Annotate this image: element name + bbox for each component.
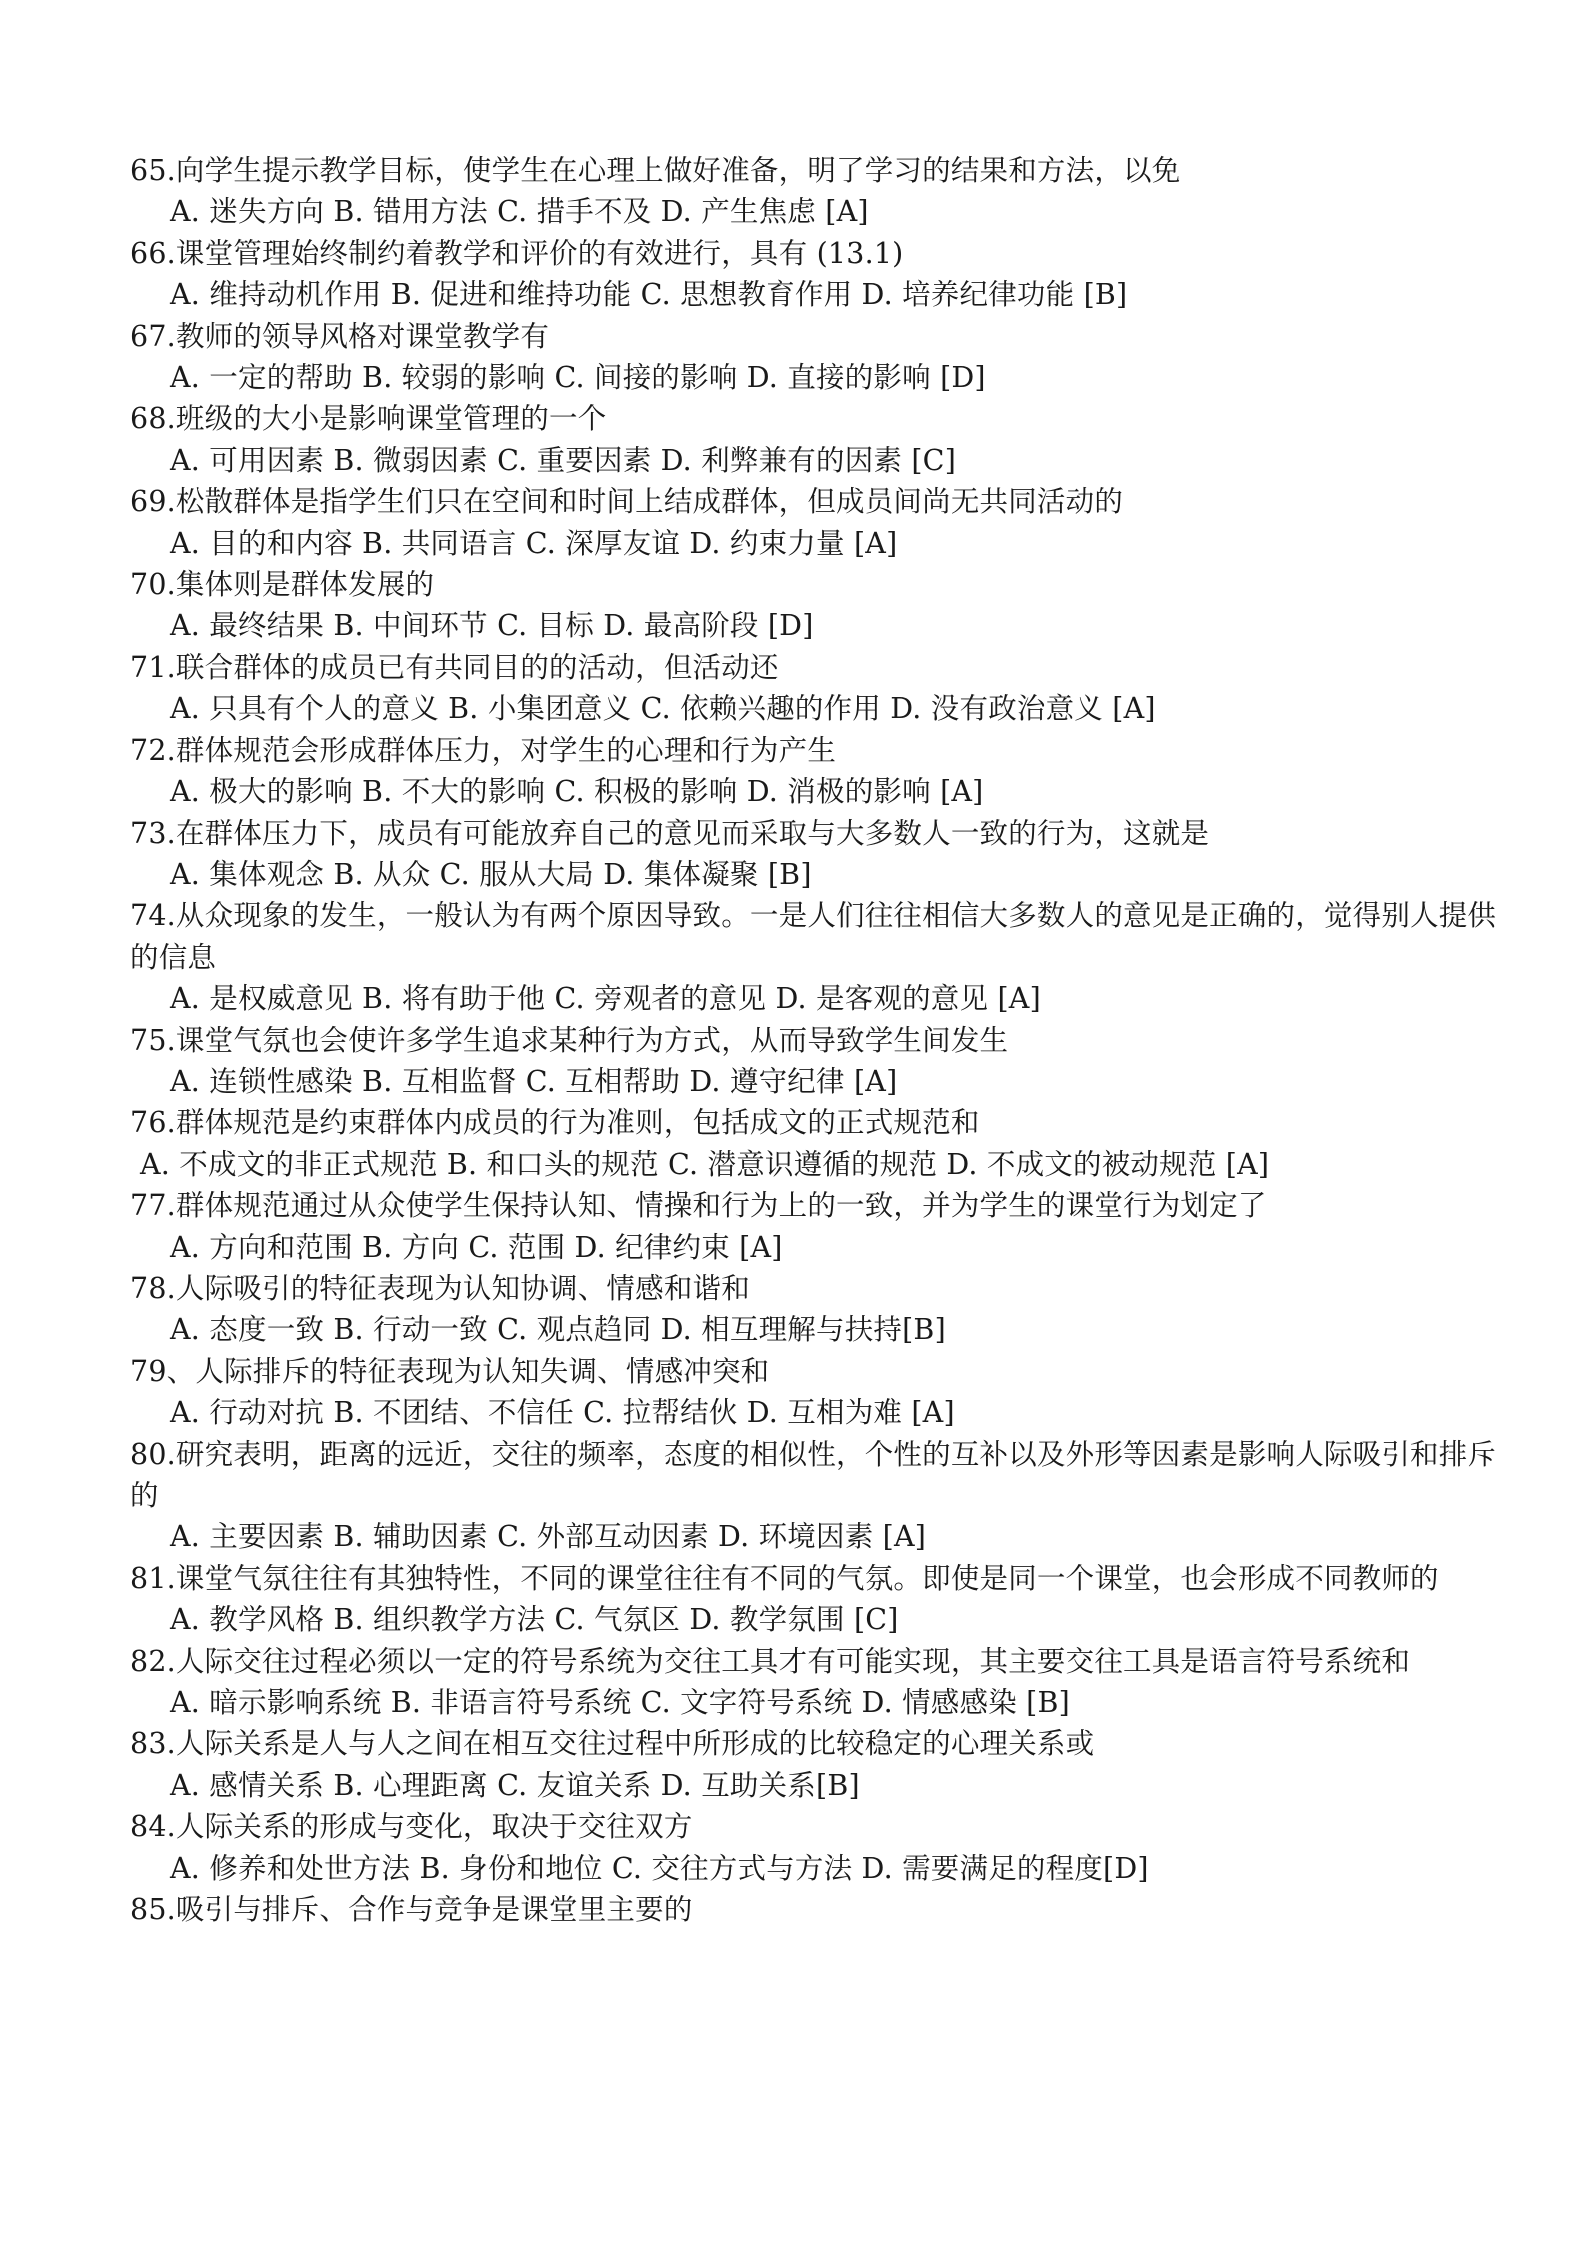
question-options: A. 方向和范围 B. 方向 C. 范围 D. 纪律约束 [A] bbox=[170, 1230, 783, 1264]
question-item bbox=[130, 813, 1500, 896]
question-item bbox=[130, 481, 1500, 564]
question-stem: 68.班级的大小是影响课堂管理的一个 bbox=[130, 402, 607, 436]
question-stem: 73.在群体压力下，成员有可能放弃自己的意见而采取与大多数人一致的行为，这就是 bbox=[130, 816, 1210, 850]
question-item bbox=[130, 1268, 1500, 1351]
question-options: A. 是权威意见 B. 将有助于他 C. 旁观者的意见 D. 是客观的意见 [A] bbox=[170, 982, 1041, 1016]
question-item bbox=[130, 1102, 1500, 1185]
question-stem: 75.课堂气氛也会使许多学生追求某种行为方式，从而导致学生间发生 bbox=[130, 1023, 1009, 1057]
question-stem: 85.吸引与排斥、合作与竞争是课堂里主要的 bbox=[130, 1893, 693, 1927]
question-item bbox=[130, 398, 1500, 481]
question-options: A. 迷失方向 B. 错用方法 C. 措手不及 D. 产生焦虑 [A] bbox=[170, 195, 869, 229]
question-options: A. 维持动机作用 B. 促进和维持功能 C. 思想教育作用 D. 培养纪律功能 [B] bbox=[170, 278, 1128, 312]
question-stem: 84.人际关系的形成与变化，取决于交往双方 bbox=[130, 1810, 693, 1844]
question-options: A. 不成文的非正式规范 B. 和口头的规范 C. 潜意识遵循的规范 D. 不成文的被动规范 [A] bbox=[140, 1147, 1270, 1181]
question-options: A. 修养和处世方法 B. 身份和地位 C. 交往方式与方法 D. 需要满足的程度[D] bbox=[170, 1851, 1149, 1885]
question-stem: 76.群体规范是约束群体内成员的行为准则，包括成文的正式规范和 bbox=[130, 1106, 980, 1140]
question-stem: 82.人际交往过程必须以一定的符号系统为交往工具才有可能实现，其主要交往工具是语言符号系统和 bbox=[130, 1644, 1411, 1678]
question-item bbox=[130, 1351, 1500, 1434]
question-stem: 72.群体规范会形成群体压力，对学生的心理和行为产生 bbox=[130, 733, 837, 767]
question-stem: 69.松散群体是指学生们只在空间和时间上结成群体，但成员间尚无共同活动的 bbox=[130, 485, 1124, 519]
question-options: A. 连锁性感染 B. 互相监督 C. 互相帮助 D. 遵守纪律 [A] bbox=[170, 1064, 898, 1098]
question-options: A. 教学风格 B. 组织教学方法 C. 气氛区 D. 教学氛围 [C] bbox=[170, 1603, 899, 1637]
question-stem: 78.人际吸引的特征表现为认知协调、情感和谐和 bbox=[130, 1271, 750, 1305]
question-item bbox=[130, 1020, 1500, 1103]
question-item bbox=[130, 1723, 1500, 1806]
question-item bbox=[130, 233, 1500, 316]
question-stem: 65.向学生提示教学目标，使学生在心理上做好准备，明了学习的结果和方法，以免 bbox=[130, 154, 1181, 187]
question-options: A. 可用因素 B. 微弱因素 C. 重要因素 D. 利弊兼有的因素 [C] bbox=[170, 443, 957, 477]
question-options: A. 只具有个人的意义 B. 小集团意义 C. 依赖兴趣的作用 D. 没有政治意义 [A] bbox=[170, 692, 1156, 726]
question-item bbox=[130, 1641, 1500, 1724]
question-stem: 81.课堂气氛往往有其独特性，不同的课堂往往有不同的气氛。即使是同一个课堂，也会形成不同教师的 bbox=[130, 1561, 1439, 1595]
question-item bbox=[130, 1185, 1500, 1268]
question-options: A. 暗示影响系统 B. 非语言符号系统 C. 文字符号系统 D. 情感感染 [B] bbox=[170, 1686, 1070, 1720]
question-item bbox=[130, 1806, 1500, 1889]
question-item bbox=[130, 895, 1500, 1019]
question-options: A. 极大的影响 B. 不大的影响 C. 积极的影响 D. 消极的影响 [A] bbox=[170, 775, 984, 809]
question-item bbox=[130, 1558, 1500, 1641]
question-options: A. 目的和内容 B. 共同语言 C. 深厚友谊 D. 约束力量 [A] bbox=[170, 526, 898, 560]
question-options: A. 集体观念 B. 从众 C. 服从大局 D. 集体凝聚 [B] bbox=[170, 857, 812, 891]
question-item bbox=[130, 1889, 1500, 1930]
question-options: A. 态度一致 B. 行动一致 C. 观点趋同 D. 相互理解与扶持[B] bbox=[170, 1313, 946, 1347]
question-item bbox=[130, 730, 1500, 813]
question-item bbox=[130, 150, 1500, 233]
question-options: A. 最终结果 B. 中间环节 C. 目标 D. 最高阶段 [D] bbox=[170, 609, 814, 643]
question-item bbox=[130, 647, 1500, 730]
question-options: A. 行动对抗 B. 不团结、不信任 C. 拉帮结伙 D. 互相为难 [A] bbox=[170, 1396, 955, 1430]
question-stem: 67.教师的领导风格对课堂教学有 bbox=[130, 319, 550, 353]
question-stem: 80.研究表明，距离的远近，交往的频率，态度的相似性，个性的互补以及外形等因素是影响人际吸引和排斥的 bbox=[130, 1437, 1497, 1512]
question-stem: 74.从众现象的发生，一般认为有两个原因导致。一是人们往往相信大多数人的意见是正确的，觉得别人提供的信息 bbox=[130, 899, 1497, 974]
question-options: A. 感情关系 B. 心理距离 C. 友谊关系 D. 互助关系[B] bbox=[170, 1768, 860, 1802]
question-stem: 83.人际关系是人与人之间在相互交往过程中所形成的比较稳定的心理关系或 bbox=[130, 1727, 1095, 1761]
question-options: A. 主要因素 B. 辅助因素 C. 外部互动因素 D. 环境因素 [A] bbox=[170, 1520, 927, 1554]
question-stem: 70.集体则是群体发展的 bbox=[130, 568, 435, 602]
question-item bbox=[130, 316, 1500, 399]
question-stem: 66.课堂管理始终制约着教学和评价的有效进行，具有 (13.1) bbox=[130, 236, 904, 270]
question-stem: 77.群体规范通过从众使学生保持认知、情操和行为上的一致，并为学生的课堂行为划定了 bbox=[130, 1189, 1267, 1223]
question-item bbox=[130, 1434, 1500, 1558]
question-item bbox=[130, 564, 1500, 647]
question-list bbox=[130, 150, 1500, 1930]
question-stem: 79、人际排斥的特征表现为认知失调、情感冲突和 bbox=[130, 1354, 770, 1388]
question-options: A. 一定的帮助 B. 较弱的影响 C. 间接的影响 D. 直接的影响 [D] bbox=[170, 361, 986, 395]
question-stem: 71.联合群体的成员已有共同目的的活动，但活动还 bbox=[130, 650, 779, 684]
